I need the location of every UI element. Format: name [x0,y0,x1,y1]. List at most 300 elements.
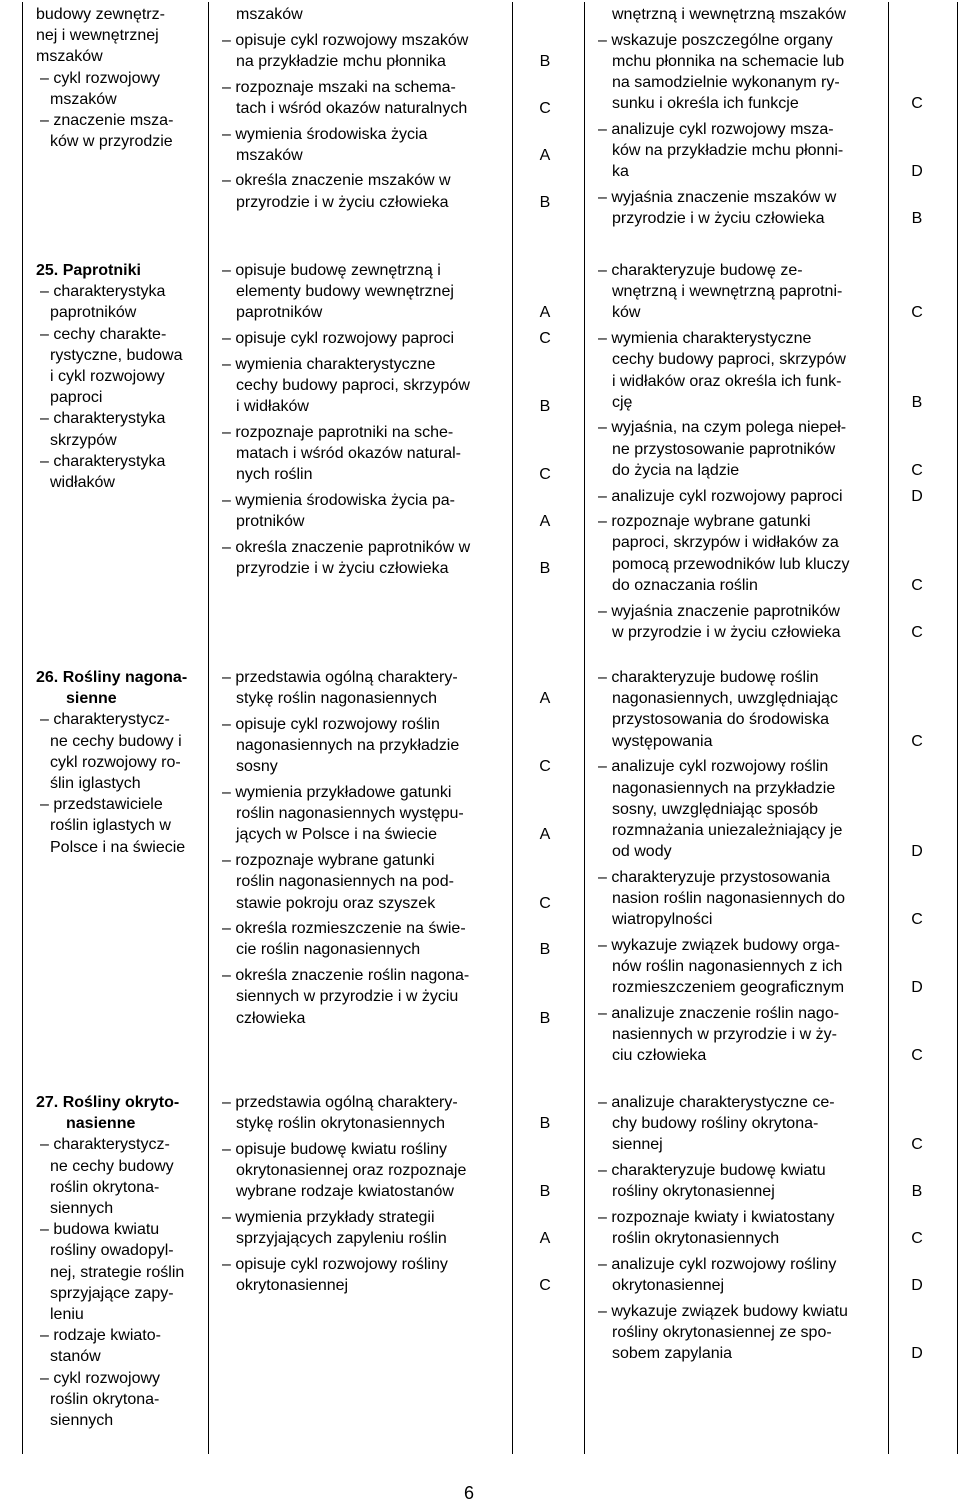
extended-requirement-text: i widłaków oraz określa ich funk- [612,372,842,390]
extended-requirement-text: rozmnażania uniezależniający je [612,821,843,839]
extended-requirement-line [612,909,712,930]
basic-requirement-text: cechy budowy paproci, skrzypów [236,377,470,394]
subtopic-text: rośliny owadopyl- [50,1242,174,1260]
extended-requirement-line [598,260,803,281]
extended-requirement-text: ne przystosowanie paprotników [612,440,836,458]
topic-title-text: Paprotniki [62,262,141,279]
extended-requirement-line [612,439,835,460]
basic-requirement-level: B [539,941,551,959]
dash-bullet: – [598,1255,612,1273]
extended-requirement-line [612,977,844,998]
subtopic-line [40,709,170,730]
subtopic-line [50,773,141,794]
subtopic-text: widłaków [50,474,115,491]
extended-requirement-text: przyrodzie i w życiu człowieka [612,210,825,228]
subtopic-text: charakterystyka [53,410,166,428]
basic-requirement-level: B [539,1009,551,1027]
subtopic-line [50,752,181,773]
basic-requirement-text: na przykładzie mchu płonnika [236,52,446,70]
basic-requirement-line [236,375,470,396]
subtopic-line [40,1368,160,1389]
basic-requirement-line [222,782,451,803]
subtopic-text: rodzaje kwiato- [53,1327,161,1345]
table-border-right [957,2,958,1454]
dash-bullet: – [598,262,612,279]
subtopic-text: stanów [50,1348,101,1366]
dash-bullet: – [40,1369,54,1387]
extended-requirement-text: analizuje cykl rozwojowy roślin [611,758,829,776]
extended-requirement-line [612,1134,663,1155]
extended-requirement-text: sobem zapylania [612,1345,733,1363]
column-divider [512,2,513,1454]
dash-bullet: – [222,538,236,556]
extended-requirement-line [612,709,829,730]
extended-requirement-line [612,72,840,93]
basic-requirement-level: C [539,1277,551,1295]
topic-title [66,688,117,709]
subtopic-line [40,451,165,472]
extended-requirement-level: D [911,487,923,505]
basic-requirement-line [236,803,464,824]
subtopic-line [50,815,171,836]
dash-bullet: – [598,1162,612,1180]
dash-bullet: – [222,1094,236,1111]
extended-requirement-level: B [911,1183,923,1201]
extended-requirement-line [612,1181,775,1202]
extended-requirement-line [612,1024,837,1045]
basic-requirement-text: stawie pokroju oraz szyszek [236,894,436,912]
extended-requirement-text: rośliny okrytonasiennej [612,1183,775,1201]
dash-bullet: – [222,1209,236,1226]
topic-number: 27. [36,1094,59,1111]
basic-requirement-text: tach i wśród okazów naturalnych [236,99,468,117]
extended-requirement-text: nagonasiennych, uwzględniając [612,690,838,708]
subtopic-text: i cykl rozwojowy [50,368,165,385]
extended-requirement-line [612,731,713,752]
basic-requirement-line [222,490,455,511]
basic-requirement-text: określa znaczenie mszaków w [235,172,451,190]
extended-requirement-line [612,799,818,820]
basic-requirement-text: paprotników [236,304,323,322]
extended-requirement-line [598,417,846,438]
basic-requirement-line [236,756,278,777]
extended-requirement-level: B [911,210,923,228]
extended-requirement-text: analizuje cykl rozwojowy rośliny [611,1255,837,1273]
basic-requirement-line [236,1160,466,1181]
basic-requirement-line [236,1275,348,1296]
basic-requirement-line [236,192,449,213]
extended-requirement-line [598,30,833,51]
subtopic-line [50,387,102,408]
basic-requirement-text: wymienia przykładowe gatunki [235,784,452,801]
dash-bullet: – [222,330,236,348]
extended-requirement-line [598,667,819,688]
basic-requirement-text: cie roślin nagonasiennych [236,941,421,959]
dash-bullet: – [222,423,236,441]
basic-requirement-text: mszaków [236,6,303,23]
extended-requirement-text: nasiennych w przyrodzie i w ży- [612,1026,837,1044]
extended-requirement-text: wyjaśnia, na czym polega niepeł- [611,419,847,437]
extended-requirement-line [612,554,849,575]
subtopic-line [50,1410,113,1431]
subtopic-text: nej, strategie roślin [50,1263,185,1281]
dash-bullet: – [598,868,612,886]
extended-requirement-level: C [911,461,923,479]
basic-requirement-text: opisuje cykl rozwojowy rośliny [235,1255,448,1273]
basic-requirement-text: opisuje cykl rozwojowy paproci [235,330,455,348]
basic-requirement-line [222,30,468,51]
extended-requirement-line [612,532,839,553]
extended-requirement-text: wykazuje związek budowy orga- [611,936,840,954]
subtopic-text: znaczenie msza- [53,112,174,129]
basic-requirement-level: A [539,513,551,531]
subtopic-line [50,1156,174,1177]
extended-requirement-text: występowania [612,732,713,750]
basic-requirement-line [236,893,435,914]
basic-requirement-line [236,443,461,464]
subtopic-text: cykl rozwojowy ro- [50,753,181,771]
subtopic-line [50,1177,159,1198]
extended-requirement-line [598,601,840,622]
dash-bullet: – [598,487,612,505]
basic-requirement-text: wymienia środowiska życia pa- [235,492,455,509]
dash-bullet: – [222,262,236,279]
subtopic-text: paprotników [50,304,137,322]
extended-requirement-line [598,1160,826,1181]
extended-requirement-line [612,888,845,909]
extended-requirement-level: C [911,576,923,594]
basic-requirement-text: wymienia środowiska życia [235,125,428,143]
basic-requirement-line [222,124,427,145]
extended-requirement-level: D [911,979,923,997]
basic-requirement-line [222,77,456,98]
basic-requirement-line [236,1113,445,1134]
extended-requirement-text: do życia na lądzie [612,461,740,479]
dash-bullet: – [40,1221,54,1239]
basic-requirement-line [222,354,435,375]
dash-bullet: – [40,796,54,814]
basic-requirement-level: A [539,826,551,844]
extended-requirement-line [612,1275,724,1296]
basic-requirement-line [222,918,466,939]
dash-bullet: – [222,1140,236,1158]
subtopic-line [50,1262,184,1283]
extended-requirement-text: mchu płonnika na schemacie lub [612,52,845,70]
extended-requirement-text: charakteryzuje budowę ze- [611,262,803,279]
dash-bullet: – [40,325,54,343]
subtopic-line [50,89,117,110]
basic-requirement-line [236,98,467,119]
basic-requirement-text: jących w Polsce i na świecie [236,826,437,844]
dash-bullet: – [40,711,54,729]
extended-requirement-line [612,688,838,709]
basic-requirement-text: okrytonasiennej [236,1277,349,1295]
basic-requirement-text: człowieka [236,1009,306,1027]
extended-requirement-line [612,349,846,370]
topic-title [36,1092,179,1113]
basic-requirement-line [236,735,459,756]
subtopic-text: przedstawiciele [53,796,163,814]
dash-bullet: – [598,1005,612,1022]
dash-bullet: – [222,78,236,96]
extended-requirement-level: D [911,843,923,861]
extended-requirement-level: C [911,1047,923,1065]
basic-requirement-line [222,537,470,558]
extended-requirement-line [598,1301,848,1322]
dash-bullet: – [598,1209,612,1226]
dash-bullet: – [598,419,612,437]
basic-requirement-level: A [539,690,551,708]
basic-requirement-level: B [539,193,551,211]
subtopic-line [50,345,183,366]
basic-requirement-text: opisuje budowę kwiatu rośliny [235,1140,448,1158]
extended-requirement-text: wnętrzną i wewnętrzną paprotni- [612,283,843,301]
extended-requirement-text: ka [612,163,629,181]
extended-requirement-level: C [911,732,923,750]
subtopic-text: sprzyjające zapy- [50,1284,174,1302]
extended-requirement-line [612,93,799,114]
extended-requirement-line [612,778,835,799]
subtopic-line [40,110,173,131]
basic-requirement-text: wymienia przykłady strategii [235,1209,435,1226]
basic-requirement-text: rozpoznaje paprotniki na sche- [235,423,454,441]
basic-requirement-text: okrytonasiennej oraz rozpoznaje [236,1162,467,1180]
basic-requirement-text: sprzyjających zapyleniu roślin [236,1230,447,1248]
subtopic-line [50,472,115,493]
column-divider [888,2,889,1454]
extended-requirement-text: nów roślin nagonasiennych z ich [612,958,843,976]
extended-requirement-line [612,161,629,182]
basic-requirement-text: wymienia charakterystyczne [235,355,436,373]
topic-number: 25. [36,262,59,279]
basic-requirement-line [222,1092,458,1113]
basic-requirement-line [222,422,453,443]
basic-requirement-text: roślin nagonasiennych występu- [236,805,464,823]
basic-requirement-line [222,170,451,191]
topic-title [36,260,141,281]
subtopic-text: Polsce i na świecie [50,838,186,856]
extended-requirement-line [598,486,843,507]
basic-requirement-line [236,281,454,302]
dash-bullet: – [598,31,612,49]
extended-requirement-line [598,935,840,956]
subtopic-text: charakterystyka [53,452,166,470]
extended-requirement-level: B [911,393,923,411]
basic-requirement-line [236,986,458,1007]
extended-requirement-text: analizuje cykl rozwojowy paproci [611,487,843,505]
basic-requirement-line [236,939,420,960]
basic-requirement-line [236,1181,454,1202]
extended-requirement-text: wskazuje poszczególne organy [611,31,833,49]
subtopic-line [40,68,160,89]
basic-requirement-line [236,396,309,417]
extended-requirement-text: wyjaśnia znaczenie paprotników [611,602,840,620]
basic-requirement-level: C [539,330,551,348]
dash-bullet: – [598,189,612,207]
subtopic-line [40,1134,170,1155]
basic-requirement-text: rozpoznaje mszaki na schema- [235,78,456,96]
basic-requirement-level: A [539,304,551,322]
basic-requirement-line [236,1228,447,1249]
subtopic-line [40,1325,161,1346]
basic-requirement-text: stykę roślin okrytonasiennych [236,1115,445,1133]
basic-requirement-text: przyrodzie i w życiu człowieka [236,560,449,578]
extended-requirement-text: rozmieszczeniem geograficznym [612,979,845,997]
dash-bullet: – [222,669,236,686]
dash-bullet: – [222,125,236,143]
dash-bullet: – [598,936,612,954]
subtopic-line [40,324,166,345]
extended-requirement-text: analizuje znaczenie roślin nago- [611,1005,840,1022]
dash-bullet: – [40,112,54,129]
basic-requirement-line [236,4,303,25]
basic-requirement-level: B [539,1183,551,1201]
extended-requirement-text: wnętrzną i wewnętrzną mszaków [612,6,846,23]
basic-requirement-text: sosny [236,758,278,776]
dash-bullet: – [222,920,236,938]
extended-requirement-level: C [911,911,923,929]
table-border-left [22,2,23,1454]
subtopic-line [50,1198,113,1219]
basic-requirement-text: elementy budowy wewnętrznej [236,283,454,301]
extended-requirement-line [612,841,672,862]
subtopic-line [40,281,165,302]
extended-requirement-text: charakteryzuje budowę kwiatu [611,1162,826,1180]
subtopic-line [50,131,173,152]
basic-requirement-text: opisuje budowę zewnętrzną i [235,262,441,279]
basic-requirement-text: rozpoznaje wybrane gatunki [235,852,435,870]
subtopic-text: siennych [50,1200,114,1217]
dash-bullet: – [222,967,236,985]
extended-requirement-line [612,460,739,481]
dash-bullet: – [40,283,54,301]
topic-text-line: budowy zewnętrz- [36,6,165,23]
basic-requirement-line [236,688,437,709]
dash-bullet: – [222,852,236,870]
extended-requirement-text: wykazuje związek budowy kwiatu [611,1302,848,1320]
extended-requirement-text: do oznaczania roślin [612,576,758,594]
subtopic-line [50,837,185,858]
extended-requirement-text: sosny, uwzględniając sposób [612,800,819,818]
extended-requirement-line [612,1228,779,1249]
subtopic-line [50,1304,84,1325]
basic-requirement-level: C [539,758,551,776]
extended-requirement-line [612,820,842,841]
basic-requirement-level: B [539,52,551,70]
basic-requirement-level: C [539,894,551,912]
basic-requirement-line [222,328,454,349]
extended-requirement-level: D [911,1345,923,1363]
topic-title-text: nasienne [66,1115,136,1133]
subtopic-text: siennych [50,1412,114,1429]
basic-requirement-level: C [539,99,551,117]
basic-requirement-level: A [539,1230,551,1248]
subtopic-text: mszaków [50,90,117,108]
extended-requirement-line [598,328,811,349]
extended-requirement-text: nagonasiennych na przykładzie [612,779,836,797]
subtopic-text: charakterystycz- [53,1136,170,1154]
subtopic-line [50,366,165,387]
basic-requirement-level: B [539,398,551,416]
basic-requirement-text: opisuje cykl rozwojowy mszaków [235,31,469,49]
dash-bullet: – [222,1255,236,1273]
subtopic-text: ków w przyrodzie [50,133,173,151]
dash-bullet: – [222,355,236,373]
dash-bullet: – [598,121,612,138]
subtopic-text: roślin iglastych w [50,817,171,835]
basic-requirement-text: przedstawia ogólną charaktery- [235,1094,458,1111]
extended-requirement-line [612,302,640,323]
basic-requirement-text: przyrodzie i w życiu człowieka [236,193,449,211]
dash-bullet: – [598,669,612,686]
basic-requirement-line [236,464,312,485]
subtopic-text: leniu [50,1306,84,1323]
extended-requirement-line [612,1113,818,1134]
extended-requirement-text: rośliny okrytonasiennej ze spo- [612,1324,832,1341]
basic-requirement-text: określa znaczenie roślin nagona- [235,967,470,985]
subtopic-text: paproci [50,389,103,407]
extended-requirement-level: D [911,1277,923,1295]
basic-requirement-level: A [539,146,551,164]
extended-requirement-line [612,1322,832,1343]
extended-requirement-level: C [911,304,923,322]
extended-requirement-line [598,187,836,208]
basic-requirement-level: C [539,466,551,484]
extended-requirement-line [612,622,841,643]
dash-bullet: – [598,602,612,620]
dash-bullet: – [40,410,54,428]
extended-requirement-text: ków na przykładzie mchu płonni- [612,142,844,160]
extended-requirement-text: wyjaśnia znaczenie mszaków w [611,189,837,207]
basic-requirement-line [236,558,449,579]
subtopic-line [50,731,182,752]
basic-requirement-line [236,1008,305,1029]
dash-bullet: – [598,1302,612,1320]
basic-requirement-text: roślin nagonasiennych na pod- [236,873,454,891]
extended-requirement-text: wymienia charakterystyczne [611,330,812,348]
extended-requirement-text: przystosowania do środowiska [612,711,829,729]
subtopic-text: ne cechy budowy i [50,732,182,750]
basic-requirement-text: protników [236,513,305,531]
basic-requirement-text: przedstawia ogólną charaktery- [235,669,458,686]
subtopic-text: ślin iglastych [50,775,141,792]
extended-requirement-line [612,1045,706,1066]
extended-requirement-line [598,756,828,777]
topic-title-text: Rośliny okryto- [62,1094,180,1111]
extended-requirement-line [612,956,842,977]
extended-requirement-text: sunku i określa ich funkcje [612,95,799,113]
basic-requirement-text: matach i wśród okazów natural- [236,445,461,463]
column-divider [584,2,585,1454]
basic-requirement-text: określa rozmieszczenie na świe- [235,920,466,938]
basic-requirement-line [236,511,304,532]
extended-requirement-text: cję [612,393,633,411]
extended-requirement-line [612,140,843,161]
extended-requirement-text: pomocą przewodników lub kluczy [612,555,850,573]
basic-requirement-line [236,51,446,72]
dash-bullet: – [222,172,236,190]
dash-bullet: – [40,1136,54,1154]
subtopic-line [50,1389,159,1410]
dash-bullet: – [222,31,236,49]
subtopic-line [50,430,117,451]
dash-bullet: – [40,1327,54,1345]
extended-requirement-text: analizuje charakterystyczne ce- [611,1094,835,1111]
dash-bullet: – [40,452,54,470]
basic-requirement-line [236,302,322,323]
topic-title-text: Rośliny nagona- [62,669,188,686]
extended-requirement-line [612,281,842,302]
